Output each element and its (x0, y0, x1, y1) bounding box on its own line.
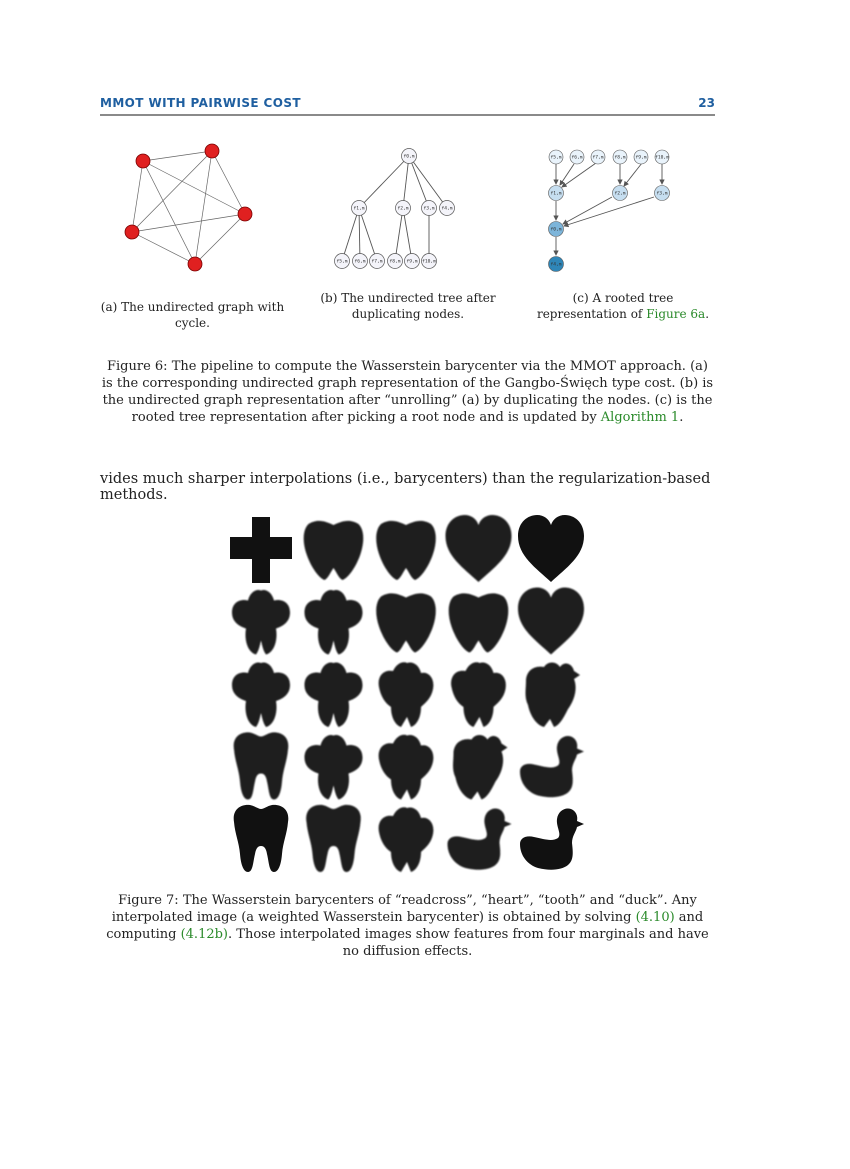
node-label: f5,m (336, 259, 348, 265)
barycenter-image (305, 662, 363, 727)
barycenter-image (446, 515, 512, 582)
barycenter-image (526, 663, 581, 728)
figure6a-link[interactable]: Figure 6a (646, 307, 706, 321)
algorithm1-link[interactable]: Algorithm 1 (600, 410, 680, 425)
node-label: f4,m (441, 206, 453, 212)
barycenter-image (448, 808, 512, 869)
barycenter-image (518, 515, 584, 582)
running-header (100, 96, 715, 116)
node-label: f8,m (389, 259, 401, 265)
figure7-caption-text-3: . Those interpolated images show features from four marginals and have no diffusion effects. (228, 927, 709, 959)
barycenter-image (234, 732, 289, 799)
figure6-caption-end: . (679, 410, 684, 425)
node-label: f9,m (635, 155, 647, 161)
figure6-caption (100, 358, 715, 426)
node-label: f2,m (397, 206, 409, 212)
graph-node (238, 207, 252, 221)
barycenter-image (306, 805, 361, 872)
body-paragraph: vides much sharper interpolations (i.e., barycenters) than the regularization-based methods. (100, 471, 711, 503)
node-label: f6,m (571, 155, 583, 161)
barycenter-image (232, 590, 290, 655)
node-label: f0,m (550, 227, 562, 233)
figure6a-caption: (a) The undirected graph with cycle. (100, 300, 285, 330)
barycenter-image (453, 735, 508, 800)
page-number: 23 (698, 96, 715, 110)
figure7-caption-text: Figure 7: The Wasserstein barycenters of “readcross”, “heart”, “tooth” and “duck”. Any interpolated image (a weighted Wasserstein barycenter) is obtained by solving (111, 893, 697, 925)
header-rule (100, 114, 715, 116)
barycenter-image (376, 521, 436, 580)
node-label: f10,m (422, 259, 436, 265)
equation-4-12b-link[interactable]: (4.12b) (180, 927, 229, 942)
node-label: f4,m (550, 262, 562, 268)
node-label: f1,m (353, 206, 365, 212)
graph-node (205, 144, 219, 158)
barycenter-image (305, 590, 363, 655)
node-label: f5,m (550, 155, 562, 161)
node-label: f9,m (406, 259, 418, 265)
barycenter-image (230, 517, 292, 583)
figure6c-rooted-tree (540, 138, 680, 278)
node-label: f7,m (592, 155, 604, 161)
running-title: MMOT WITH PAIRWISE COST (100, 96, 301, 110)
node-label: f10,m (655, 155, 669, 161)
barycenter-image (234, 805, 289, 872)
node-label: f3,m (656, 191, 668, 197)
figure6c-caption-end: . (705, 307, 710, 321)
barycenter-image (379, 807, 434, 872)
figure7-caption (100, 892, 715, 960)
figure7-caption-text-2: and computing (106, 910, 704, 942)
barycenter-image (379, 735, 434, 800)
barycenter-image (449, 593, 509, 652)
node-label: f8,m (614, 155, 626, 161)
barycenter-image (376, 593, 436, 652)
equation-4-10-link[interactable]: (4.10) (635, 910, 675, 925)
figure6c-caption (528, 290, 718, 322)
figure6c-caption-text: (c) A rooted tree representation of (536, 291, 674, 321)
barycenter-image (520, 808, 584, 869)
graph-node (125, 225, 139, 239)
figure6b-caption: (b) The undirected tree after duplicating nodes. (320, 291, 496, 321)
figure6-caption-text: Figure 6: The pipeline to compute the Wasserstein barycenter via the MMOT approach. (a) is the corresponding undirected graph representation of the Gangbo-Święch type cost. (b) is the undirected graph representation after “unrolling” (a) by duplicating the nodes. (c) is the rooted tree representation after picking a root node and is updated by (101, 359, 714, 425)
figure7-barycenter-grid (226, 510, 588, 875)
node-label: f6,m (354, 259, 366, 265)
figure6b-tree (330, 138, 460, 278)
node-label: f0,m (403, 154, 415, 160)
node-label: f3,m (423, 206, 435, 212)
graph-node (188, 257, 202, 271)
barycenter-image (520, 736, 584, 797)
node-label: f2,m (614, 191, 626, 197)
graph-node (136, 154, 150, 168)
node-label: f1,m (550, 191, 562, 197)
barycenter-image (518, 588, 584, 655)
barycenter-image (304, 521, 364, 580)
barycenter-image (379, 662, 434, 727)
figure6a-graph (112, 138, 272, 278)
barycenter-image (451, 662, 506, 727)
node-label: f7,m (371, 259, 383, 265)
barycenter-image (305, 735, 363, 800)
barycenter-image (232, 662, 290, 727)
